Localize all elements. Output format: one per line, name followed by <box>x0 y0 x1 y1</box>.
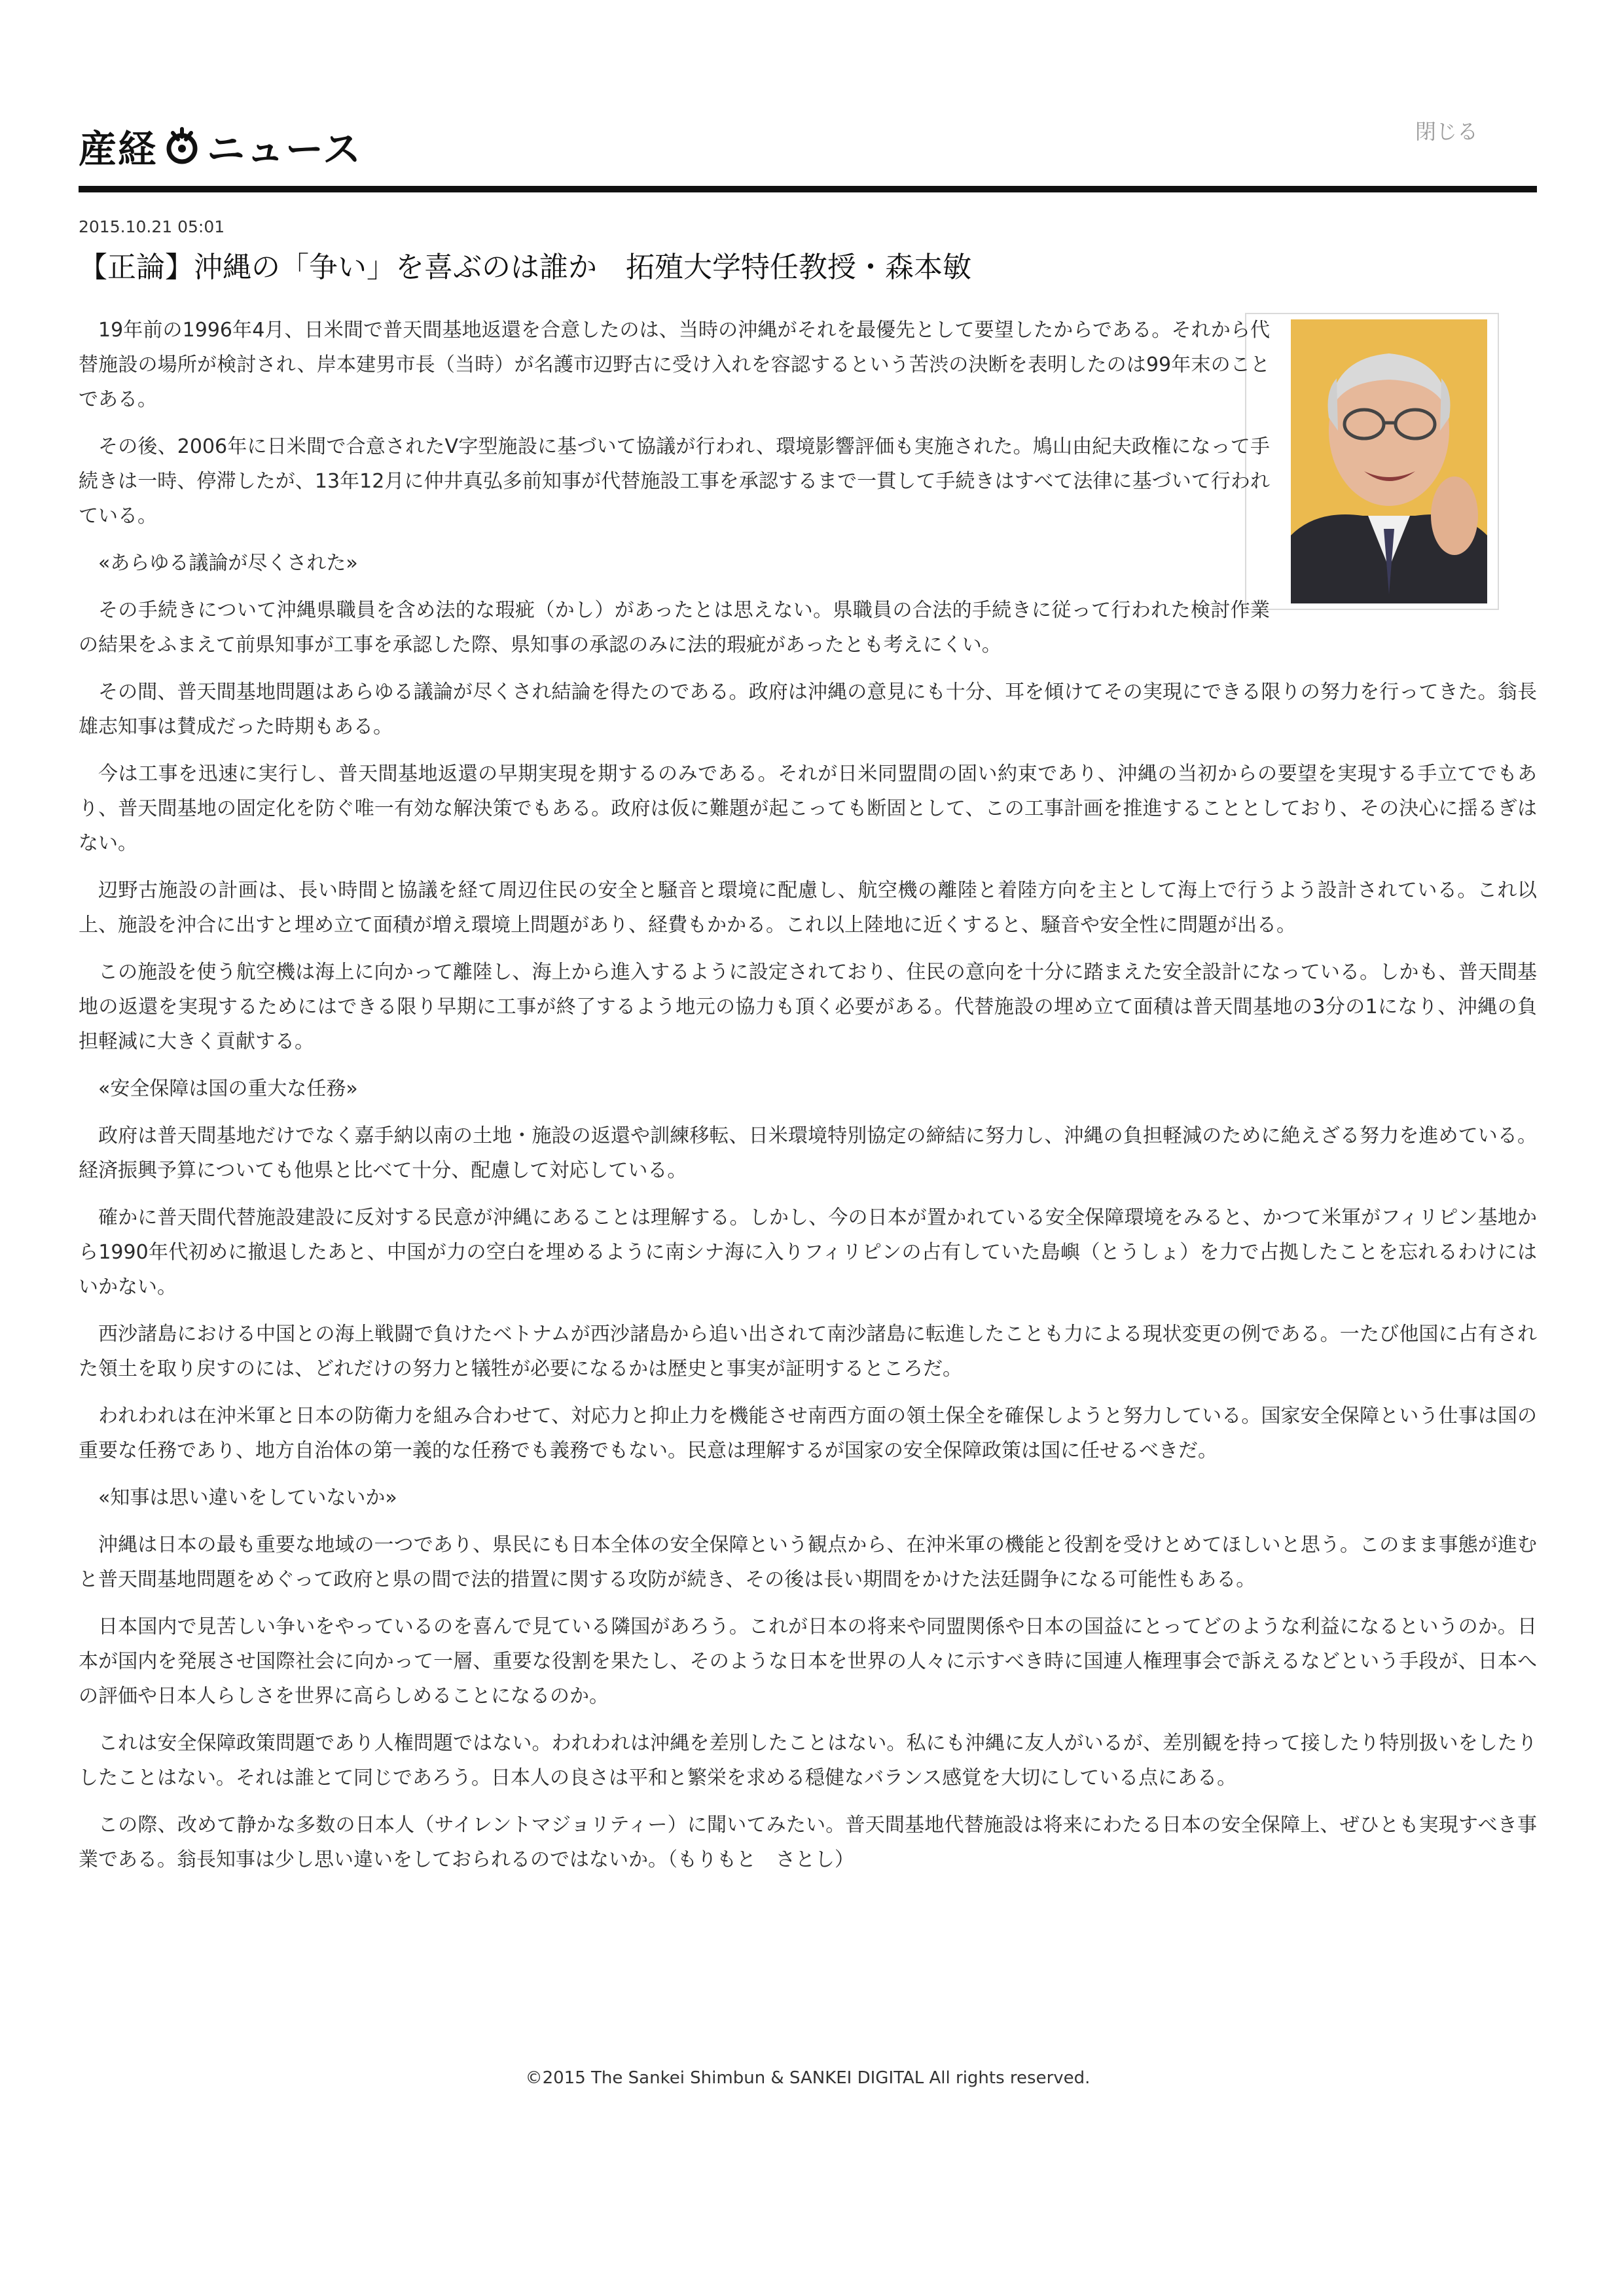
article-paragraph: われわれは在沖米軍と日本の防衛力を組み合わせて、対応力と抑止力を機能させ南西方面の領土保全を確保しようと努力している。国家安全保障という仕事は国の重要な任務であり、地方自治体の第一義的な任務でも義務でもない。民意は理解するが国家の安全保障政策は国に任せるべきだ。 <box>79 1405 1537 1462</box>
article-paragraph: 西沙諸島における中国との海上戦闘で負けたベトナムが西沙諸島から追い出されて南沙諸島に転進したことも力による現状変更の例である。一たび他国に占有された領土を取り戻すのには、どれだけの努力と犠牲が必要になるかは歴史と事実が証明するところだ。 <box>79 1323 1537 1380</box>
sankei-logo-mark-icon <box>161 125 203 167</box>
article-paragraph: その後、2006年に日米間で合意されたV字型施設に基づいて協議が行われ、環境影響評価も実施された。鳩山由紀夫政権になって手続きは一時、停滞したが、13年12月に仲井真弘多前知事が代替施設工事を承認するまで一貫して手続きはすべて法律に基づいて行われている。 <box>79 435 1270 528</box>
header-divider <box>79 186 1537 192</box>
article-title: 【正論】沖縄の「争い」を喜ぶのは誰か 拓殖大学特任教授・森本敏 <box>79 251 971 284</box>
article-body <box>79 313 1537 1890</box>
article-paragraph: この際、改めて静かな多数の日本人（サイレントマジョリティー）に聞いてみたい。普天間基地代替施設は将来にわたる日本の安全保障上、ぜひとも実現すべき事業である。翁長知事は少し思い違いをしておられるのではないか。（もりもと さとし） <box>79 1814 1537 1871</box>
article-paragraph: 沖縄は日本の最も重要な地域の一つであり、県民にも日本全体の安全保障という観点から、在沖米軍の機能と役割を受けとめてほしいと思う。このまま事態が進むと普天間基地問題をめぐって政府と県の間で法的措置に関する攻防が続き、その後は長い期間をかけた法廷闘争になる可能性もある。 <box>79 1534 1537 1591</box>
article-paragraph: 日本国内で見苦しい争いをやっているのを喜んで見ている隣国があろう。これが日本の将来や同盟関係や日本の国益にとってどのような利益になるというのか。日本が国内を発展させ国際社会に向かって一層、重要な役割を果たし、そのような日本を世界の人々に示すべき時に国連人権理事会で訴えるなどという手段が、日本への評価や日本人らしさを世界に高らしめることになるのか。 <box>79 1615 1537 1708</box>
copyright-footer: ©2015 The Sankei Shimbun & SANKEI DIGITAL All rights reserved. <box>525 2068 1091 2088</box>
article-paragraph: その間、普天間基地問題はあらゆる議論が尽くされ結論を得たのである。政府は沖縄の意見にも十分、耳を傾けてその実現にできる限りの努力を行ってきた。翁長雄志知事は賛成だった時期もある。 <box>79 681 1537 738</box>
article-paragraph: これは安全保障政策問題であり人権問題ではない。われわれは沖縄を差別したことはない。私にも沖縄に友人がいるが、差別観を持って接したり特別扱いをしたりしたことはない。それは誰とて同じであろう。日本人の良さは平和と繁栄を求める穏健なバランス感覚を大切にしている点にある。 <box>79 1732 1537 1789</box>
close-button[interactable]: 閉じる <box>1415 119 1478 144</box>
logo-text-left: 産経 <box>79 127 158 171</box>
site-header <box>79 105 1537 186</box>
article-paragraph: 19年前の1996年4月、日米間で普天間基地返還を合意したのは、当時の沖縄がそれを最優先として要望したからである。それから代替施設の場所が検討され、岸本建男市長（当時）が名護市辺野古に受け入れを容認するという苦渋の決断を表明したのは99年末のことである。 <box>79 319 1270 411</box>
sankei-news-logo[interactable] <box>79 117 362 175</box>
article-paragraph: その手続きについて沖縄県職員を含め法的な瑕疵（かし）があったとは思えない。県職員の合法的手続きに従って行われた検討作業の結果をふまえて前県知事が工事を承認した際、県知事の承認のみに法的瑕疵があったとも考えにくい。 <box>79 599 1270 656</box>
article-paragraph: 今は工事を迅速に実行し、普天間基地返還の早期実現を期するのみである。それが日米同盟間の固い約束であり、沖縄の当初からの要望を実現する手立てでもあり、普天間基地の固定化を防ぐ唯一有効な解決策でもある。政府は仮に難題が起こっても断固として、この工事計画を推進することとしており、その決心に揺るぎはない。 <box>79 762 1537 855</box>
article-paragraph: 辺野古施設の計画は、長い時間と協議を経て周辺住民の安全と騒音と環境に配慮し、航空機の離陸と着陸方向を主として海上で行うよう設計されている。これ以上、施設を沖合に出すと埋め立て面積が増え環境上問題があり、経費もかかる。これ以上陸地に近くすると、騒音や安全性に問題が出る。 <box>79 879 1537 937</box>
article-subheading: «あらゆる議論が尽くされた» <box>98 552 358 575</box>
article-subheading: «知事は思い違いをしていないか» <box>98 1486 397 1509</box>
article-date: 2015.10.21 05:01 <box>79 217 225 236</box>
article-paragraph: 政府は普天間基地だけでなく嘉手納以南の土地・施設の返還や訓練移転、日米環境特別協定の締結に努力し、沖縄の負担軽減のために絶えざる努力を進めている。経済振興予算についても他県と比べて十分、配慮して対応している。 <box>79 1124 1537 1182</box>
article-paragraph: この施設を使う航空機は海上に向かって離陸し、海上から進入するように設定されており、住民の意向を十分に踏まえた安全設計になっている。しかも、普天間基地の返還を実現するためにはできる限り早期に工事が終了するよう地元の協力も頂く必要がある。代替施設の埋め立て面積は普天間基地の3分の1になり、沖縄の負担軽減に大きく貢献する。 <box>79 961 1537 1053</box>
logo-text-right: ニュース <box>207 127 363 171</box>
article-paragraph: 確かに普天間代替施設建設に反対する民意が沖縄にあることは理解する。しかし、今の日本が置かれている安全保障環境をみると、かつて米軍がフィリピン基地から1990年代初めに撤退したあと、中国が力の空白を埋めるように南シナ海に入りフィリピンの占有していた島嶼（とうしょ）を力で占拠したことを忘れるわけにはいかない。 <box>79 1206 1537 1299</box>
article-page <box>79 105 1537 2088</box>
article-subheading: «安全保障は国の重大な任務» <box>98 1077 358 1100</box>
